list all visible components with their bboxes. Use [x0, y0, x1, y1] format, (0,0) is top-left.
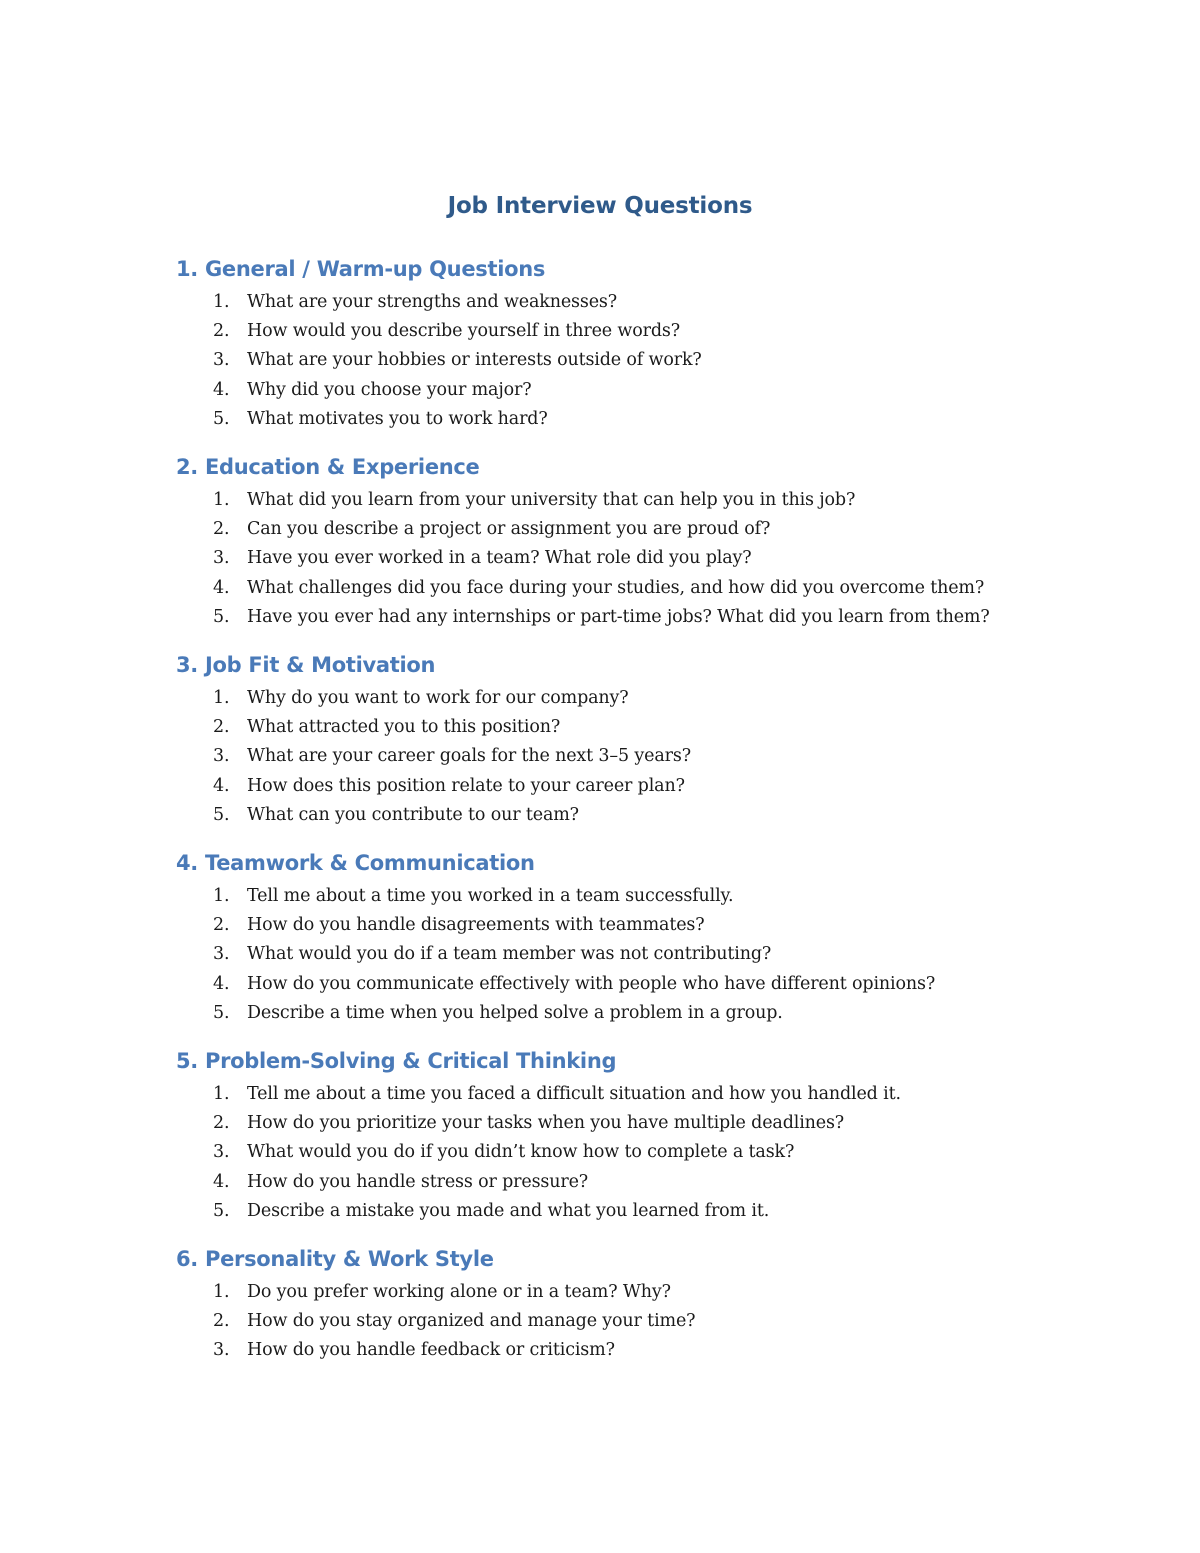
- question-number: [176, 1080, 247, 1109]
- question-text: How do you stay organized and manage your time?: [247, 1311, 696, 1332]
- question-list: [176, 882, 1026, 1028]
- section-heading: 3. Job Fit & Motivation: [176, 653, 436, 678]
- question-number: [176, 742, 247, 771]
- question-text: What would you do if you didn’t know how to complete a task?: [247, 1142, 795, 1163]
- question-number-label: 3.: [213, 1340, 230, 1361]
- question-number-label: 2.: [213, 519, 230, 540]
- question-item: [176, 970, 1026, 999]
- question-number: [176, 713, 247, 742]
- question-text: Why did you choose your major?: [247, 379, 532, 400]
- question-number: [176, 911, 247, 940]
- question-number: [176, 970, 247, 999]
- section-heading: 6. Personality & Work Style: [176, 1247, 494, 1272]
- question-number: [176, 486, 247, 515]
- question-item: [176, 772, 1026, 801]
- question-number-label: 5.: [213, 606, 230, 627]
- question-number-label: 1.: [213, 490, 230, 511]
- question-section: [176, 1245, 1026, 1366]
- question-item: [176, 544, 1026, 573]
- question-number-label: 3.: [213, 1142, 230, 1163]
- question-item: [176, 1168, 1026, 1197]
- question-number-label: 1.: [213, 292, 230, 312]
- question-number-label: 5.: [213, 408, 230, 429]
- question-item: [176, 486, 1026, 515]
- question-text: How do you prioritize your tasks when you have multiple deadlines?: [247, 1113, 845, 1134]
- question-number-label: 3.: [213, 944, 230, 965]
- question-item: [176, 999, 1026, 1028]
- question-text: What would you do if a team member was not contributing?: [247, 944, 772, 965]
- question-number: [176, 940, 247, 969]
- question-number: [176, 684, 247, 713]
- question-section: [176, 1047, 1026, 1226]
- question-item: [176, 684, 1026, 713]
- question-text: How does this position relate to your career plan?: [247, 775, 685, 796]
- question-list: [176, 1278, 1026, 1366]
- question-list: [176, 684, 1026, 830]
- question-number: [176, 288, 247, 317]
- question-text: How do you handle feedback or criticism?: [247, 1340, 615, 1361]
- section-heading: 4. Teamwork & Communication: [176, 851, 535, 876]
- question-number: [176, 1168, 247, 1197]
- question-text: Describe a time when you helped solve a problem in a group.: [247, 1002, 783, 1023]
- question-number-label: 4.: [213, 973, 230, 994]
- question-section: [176, 453, 1026, 632]
- question-number: [176, 515, 247, 544]
- question-number-label: 4.: [213, 775, 230, 796]
- question-text: How would you describe yourself in three words?: [247, 321, 680, 342]
- question-number-label: 2.: [213, 1311, 230, 1332]
- question-number-label: 1.: [213, 1084, 230, 1105]
- document-content: [176, 188, 1026, 1385]
- question-item: [176, 1197, 1026, 1226]
- question-number-label: 3.: [213, 350, 230, 371]
- question-text: What are your career goals for the next 3–5 years?: [247, 746, 691, 767]
- question-number-label: 2.: [213, 717, 230, 738]
- question-text: Why do you want to work for our company?: [247, 688, 629, 709]
- section-heading: 5. Problem-Solving & Critical Thinking: [176, 1049, 617, 1074]
- question-number-label: 1.: [213, 688, 230, 709]
- question-number-label: 1.: [213, 886, 230, 907]
- question-number: [176, 1109, 247, 1138]
- question-text: Tell me about a time you worked in a team successfully.: [247, 886, 734, 907]
- question-text: What challenges did you face during your studies, and how did you overcome them?: [247, 577, 985, 598]
- question-section: [176, 849, 1026, 1028]
- question-item: [176, 603, 1026, 632]
- question-item: [176, 801, 1026, 830]
- question-number: [176, 603, 247, 632]
- question-item: [176, 405, 1026, 434]
- question-item: [176, 1080, 1026, 1109]
- question-number-label: 3.: [213, 548, 230, 569]
- question-number-label: 2.: [213, 1113, 230, 1134]
- question-number: [176, 1307, 247, 1336]
- question-number-label: 3.: [213, 746, 230, 767]
- question-number: [176, 1278, 247, 1307]
- question-text: How do you handle stress or pressure?: [247, 1171, 589, 1192]
- question-number-label: 4.: [213, 379, 230, 400]
- question-item: [176, 376, 1026, 405]
- question-text: What can you contribute to our team?: [247, 804, 579, 825]
- question-list: [176, 1080, 1026, 1226]
- question-item: [176, 713, 1026, 742]
- question-item: [176, 940, 1026, 969]
- question-text: What are your hobbies or interests outside of work?: [247, 350, 702, 371]
- question-number: [176, 801, 247, 830]
- question-number: [176, 376, 247, 405]
- question-text: Have you ever had any internships or part-time jobs? What did you learn from them?: [247, 606, 990, 627]
- question-number-label: 2.: [213, 321, 230, 342]
- question-number: [176, 1138, 247, 1167]
- question-list: [176, 288, 1026, 434]
- question-section: [176, 651, 1026, 830]
- question-item: [176, 742, 1026, 771]
- question-text: Describe a mistake you made and what you learned from it.: [247, 1200, 770, 1221]
- question-text: How do you handle disagreements with teammates?: [247, 915, 705, 936]
- question-item: [176, 1336, 1026, 1365]
- question-number: [176, 346, 247, 375]
- question-number: [176, 999, 247, 1028]
- question-section: [176, 255, 1026, 434]
- question-number-label: 4.: [213, 1171, 230, 1192]
- question-item: [176, 574, 1026, 603]
- question-item: [176, 882, 1026, 911]
- question-number: [176, 1197, 247, 1226]
- question-item: [176, 1109, 1026, 1138]
- question-number: [176, 405, 247, 434]
- question-text: How do you communicate effectively with people who have different opinions?: [247, 973, 936, 994]
- question-number-label: 5.: [213, 1002, 230, 1023]
- question-text: What are your strengths and weaknesses?: [247, 292, 617, 312]
- question-text: What attracted you to this position?: [247, 717, 561, 738]
- question-number: [176, 574, 247, 603]
- question-text: Have you ever worked in a team? What role did you play?: [247, 548, 752, 569]
- sections-container: [176, 255, 1026, 1366]
- question-number: [176, 317, 247, 346]
- question-item: [176, 346, 1026, 375]
- question-item: [176, 317, 1026, 346]
- question-list: [176, 486, 1026, 632]
- question-number: [176, 772, 247, 801]
- question-text: Tell me about a time you faced a difficult situation and how you handled it.: [247, 1084, 901, 1105]
- question-number-label: 4.: [213, 577, 230, 598]
- question-text: What motivates you to work hard?: [247, 408, 548, 429]
- question-number: [176, 882, 247, 911]
- question-number: [176, 544, 247, 573]
- section-heading: 1. General / Warm-up Questions: [176, 257, 546, 281]
- question-number-label: 5.: [213, 804, 230, 825]
- question-text: Do you prefer working alone or in a team? Why?: [247, 1282, 671, 1303]
- question-text: What did you learn from your university that can help you in this job?: [247, 490, 856, 511]
- question-number-label: 2.: [213, 915, 230, 936]
- question-number-label: 5.: [213, 1200, 230, 1221]
- page-title: Job Interview Questions: [447, 193, 753, 219]
- question-item: [176, 515, 1026, 544]
- question-item: [176, 1278, 1026, 1307]
- question-text: Can you describe a project or assignment you are proud of?: [247, 519, 771, 540]
- question-number: [176, 1336, 247, 1365]
- question-item: [176, 911, 1026, 940]
- section-heading: 2. Education & Experience: [176, 455, 480, 480]
- question-item: [176, 1307, 1026, 1336]
- question-number-label: 1.: [213, 1282, 230, 1303]
- question-item: [176, 1138, 1026, 1167]
- question-item: [176, 288, 1026, 317]
